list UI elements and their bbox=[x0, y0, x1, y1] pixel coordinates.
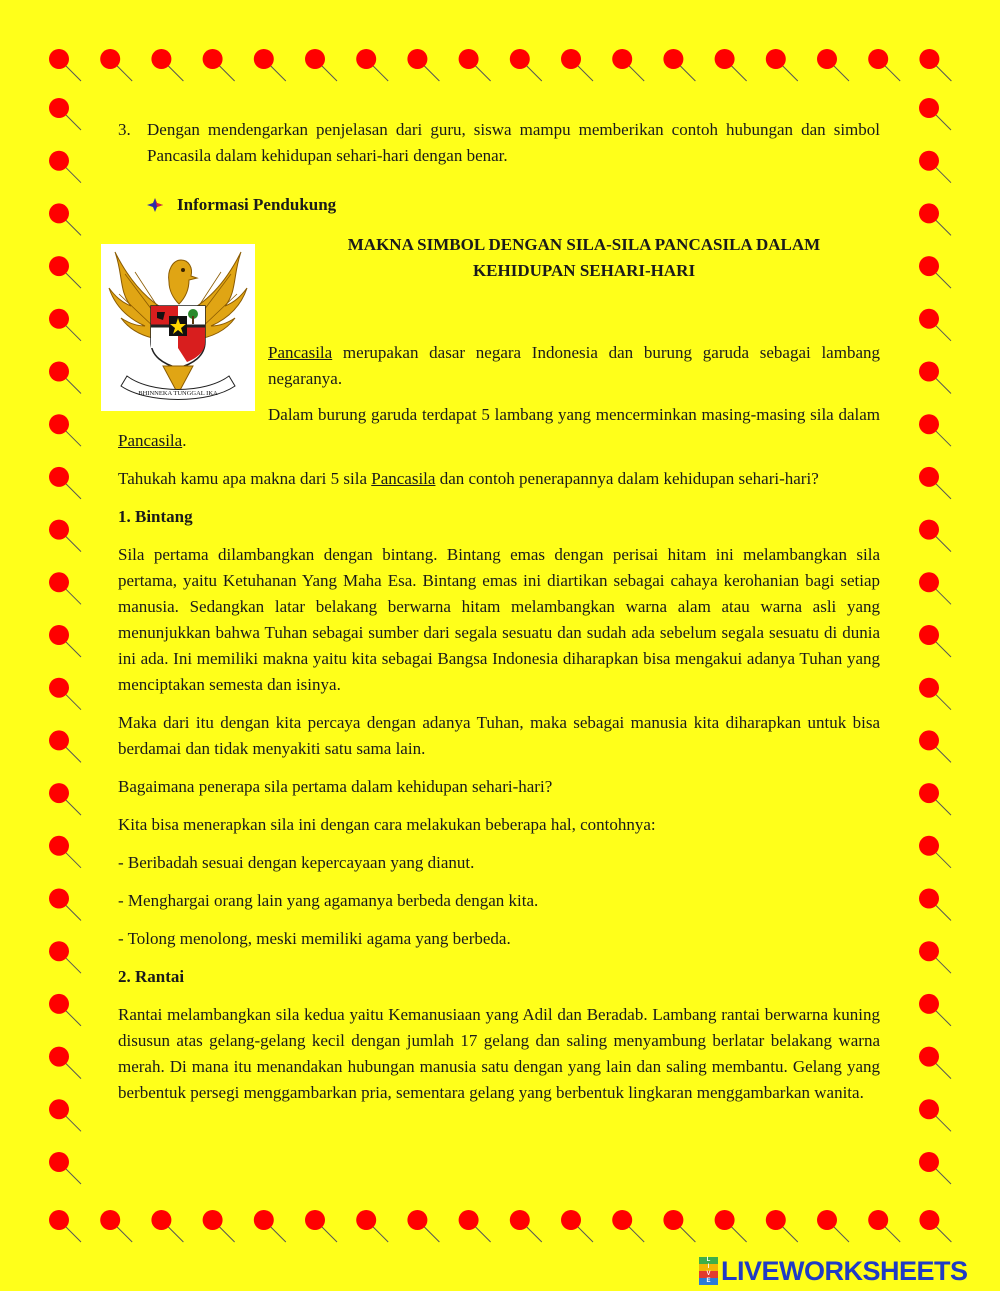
pancasila-link-2[interactable]: Pancasila bbox=[118, 431, 183, 450]
lollipop-dot bbox=[49, 836, 81, 868]
lollipop-dot bbox=[49, 625, 81, 657]
lollipop-dot bbox=[817, 1210, 849, 1242]
section-2-paragraph-1: Rantai melambangkan sila kedua yaitu Kemanusiaan yang Adil dan Beradab. Lambang rantai berwarna kuning disusun atas gelang-gelang kecil dengan jumlah 17 gelang dan saling menyambung berlatar belakang warna merah. Di mana itu menandakan hubungan manusia satu dengan yang lain dan saling membantu. Gelang yang berbentuk persegi menggambarkan pria, sementara gelang yang berbentuk lingkaran menggambarkan wanita. bbox=[118, 1005, 880, 1102]
lollipop-dot bbox=[49, 730, 81, 762]
objective-number: 3. bbox=[118, 120, 131, 139]
lollipop-dot bbox=[407, 49, 439, 81]
lollipop-dot bbox=[715, 49, 747, 81]
lollipop-dot bbox=[100, 49, 132, 81]
intro-paragraph-3 bbox=[118, 466, 880, 492]
live-badge bbox=[699, 1257, 718, 1285]
lollipop-dot bbox=[919, 203, 951, 235]
list-item: - Tolong menolong, meski memiliki agama yang berbeda. bbox=[118, 929, 511, 948]
lollipop-dot bbox=[919, 783, 951, 815]
intro-paragraph-3-text: Tahukah kamu apa makna dari 5 sila bbox=[118, 469, 372, 488]
lollipop-dot bbox=[254, 1210, 286, 1242]
lollipop-dot bbox=[919, 1210, 951, 1242]
title-line-2: KEHIDUPAN SEHARI-HARI bbox=[472, 261, 696, 280]
pancasila-link-3[interactable]: Pancasila bbox=[371, 469, 436, 488]
lollipop-dot bbox=[356, 1210, 388, 1242]
lollipop-dot bbox=[49, 1152, 81, 1184]
lollipop-dot bbox=[612, 49, 644, 81]
lollipop-dot bbox=[919, 520, 951, 552]
lollipop-dot bbox=[919, 730, 951, 762]
lollipop-dot bbox=[203, 49, 235, 81]
lollipop-dot bbox=[49, 309, 81, 341]
lollipop-dot bbox=[817, 49, 849, 81]
section-1-paragraph-3: Bagaimana penerapa sila pertama dalam kehidupan sehari-hari? bbox=[118, 777, 553, 796]
section-1-heading: 1. Bintang bbox=[118, 507, 193, 526]
lollipop-dot bbox=[919, 362, 951, 394]
intro-paragraph-2-end: . bbox=[182, 431, 187, 450]
lollipop-dot bbox=[561, 1210, 593, 1242]
lollipop-dot bbox=[919, 414, 951, 446]
live-letter: E bbox=[699, 1278, 718, 1285]
lollipop-dot bbox=[49, 362, 81, 394]
page-title bbox=[288, 232, 880, 284]
lollipop-dot bbox=[663, 1210, 695, 1242]
lollipop-dot bbox=[919, 98, 951, 130]
objective-text: Dengan mendengarkan penjelasan dari guru, siswa mampu memberikan contoh hubungan dan simbol Pancasila dalam kehidupan sehari-hari dengan benar. bbox=[147, 120, 880, 165]
lollipop-dot bbox=[919, 941, 951, 973]
lollipop-dot bbox=[49, 572, 81, 604]
intro-paragraph-1-text: merupakan dasar negara Indonesia dan burung garuda sebagai lambang negaranya. bbox=[268, 343, 880, 388]
lollipop-dot bbox=[49, 520, 81, 552]
lollipop-dot bbox=[612, 1210, 644, 1242]
lollipop-dot bbox=[919, 625, 951, 657]
lollipop-dot bbox=[459, 1210, 491, 1242]
lollipop-dot bbox=[254, 49, 286, 81]
lollipop-dot bbox=[919, 572, 951, 604]
lollipop-dot bbox=[766, 1210, 798, 1242]
section-1-paragraph-1: Sila pertama dilambangkan dengan bintang. Bintang emas dengan perisai hitam ini melambangkan sila pertama, yaitu Ketuhanan Yang Maha Esa. Bintang emas ini diartikan sebagai cahaya kerohanian bagi setiap manusia. Sedangkan latar belakang berwarna hitam melambangkan warna alam atau warna asli yang menunjukkan bahwa Tuhan sebagai sumber dari segala sesuatu dan sudah ada sebelum segala sesuatu di dunia ini ada. Ini memiliki makna yaitu kita sebagai Bangsa Indonesia diharapkan bisa mengakui adanya Tuhan yang menciptakan semesta dan isinya. bbox=[118, 545, 880, 694]
lollipop-dot bbox=[510, 1210, 542, 1242]
lollipop-dot bbox=[49, 203, 81, 235]
info-heading bbox=[146, 192, 880, 218]
lollipop-dot bbox=[663, 49, 695, 81]
lollipop-dot bbox=[49, 256, 81, 288]
list-item: - Beribadah sesuai dengan kepercayaan yang dianut. bbox=[118, 853, 475, 872]
lollipop-dot bbox=[49, 1047, 81, 1079]
lollipop-dot bbox=[305, 49, 337, 81]
intro-paragraph-2-text: Dalam burung garuda terdapat 5 lambang yang mencerminkan masing-masing sila dalam bbox=[268, 405, 880, 424]
section-2-heading: 2. Rantai bbox=[118, 967, 185, 986]
lollipop-dot bbox=[919, 49, 951, 81]
garuda-pancasila-emblem bbox=[101, 244, 255, 411]
live-letter: I bbox=[699, 1264, 718, 1271]
lollipop-dot bbox=[203, 1210, 235, 1242]
lollipop-dot bbox=[561, 49, 593, 81]
lollipop-dot bbox=[49, 1210, 81, 1242]
lollipop-dot bbox=[49, 49, 81, 81]
lollipop-dot bbox=[919, 1047, 951, 1079]
lollipop-dot bbox=[919, 467, 951, 499]
emblem-motto: BHINNEKA TUNGGAL IKA bbox=[138, 390, 218, 397]
intro-paragraph-1 bbox=[268, 340, 880, 392]
lollipop-dot bbox=[100, 1210, 132, 1242]
lollipop-dot bbox=[919, 256, 951, 288]
lollipop-dot bbox=[919, 889, 951, 921]
lollipop-dot bbox=[919, 1152, 951, 1184]
lollipop-dot bbox=[919, 836, 951, 868]
learning-objective bbox=[118, 117, 880, 169]
lollipop-dot bbox=[49, 98, 81, 130]
lollipop-dot bbox=[459, 49, 491, 81]
pancasila-link-1[interactable]: Pancasila bbox=[268, 343, 333, 362]
lollipop-dot bbox=[49, 414, 81, 446]
lollipop-dot bbox=[151, 49, 183, 81]
lollipop-dot bbox=[510, 49, 542, 81]
title-line-1: MAKNA SIMBOL DENGAN SILA-SILA PANCASILA DALAM bbox=[347, 235, 821, 254]
lollipop-dot bbox=[49, 783, 81, 815]
lollipop-dot bbox=[356, 49, 388, 81]
lollipop-dot bbox=[407, 1210, 439, 1242]
lollipop-dot bbox=[49, 889, 81, 921]
lollipop-dot bbox=[49, 994, 81, 1026]
lollipop-dot bbox=[49, 941, 81, 973]
lollipop-dot bbox=[919, 678, 951, 710]
lollipop-dot bbox=[766, 49, 798, 81]
worksheet-content bbox=[118, 117, 880, 1106]
liveworksheets-logo[interactable] bbox=[699, 1256, 968, 1286]
lollipop-dot bbox=[919, 994, 951, 1026]
lollipop-dot bbox=[49, 467, 81, 499]
info-heading-text: Informasi Pendukung bbox=[177, 195, 337, 214]
lollipop-dot bbox=[868, 49, 900, 81]
list-item: - Menghargai orang lain yang agamanya berbeda dengan kita. bbox=[118, 891, 539, 910]
lollipop-dot bbox=[919, 1099, 951, 1131]
live-letter: V bbox=[699, 1271, 718, 1278]
lollipop-dot bbox=[715, 1210, 747, 1242]
lollipop-dot bbox=[305, 1210, 337, 1242]
arrow-bullet-icon bbox=[146, 197, 164, 213]
section-1-paragraph-2: Maka dari itu dengan kita percaya dengan adanya Tuhan, maka sebagai manusia kita diharapkan untuk bisa berdamai dan tidak menyakiti satu sama lain. bbox=[118, 713, 880, 758]
lollipop-dot bbox=[868, 1210, 900, 1242]
intro-paragraph-3-rest: dan contoh penerapannya dalam kehidupan sehari-hari? bbox=[435, 469, 819, 488]
lollipop-dot bbox=[151, 1210, 183, 1242]
section-1-paragraph-4: Kita bisa menerapkan sila ini dengan cara melakukan beberapa hal, contohnya: bbox=[118, 815, 656, 834]
lollipop-dot bbox=[49, 151, 81, 183]
lollipop-dot bbox=[49, 678, 81, 710]
live-letter: L bbox=[699, 1257, 718, 1264]
lollipop-dot bbox=[919, 309, 951, 341]
lollipop-dot bbox=[49, 1099, 81, 1131]
lollipop-dot bbox=[919, 151, 951, 183]
brand-name: LIVEWORKSHEETS bbox=[721, 1255, 968, 1286]
